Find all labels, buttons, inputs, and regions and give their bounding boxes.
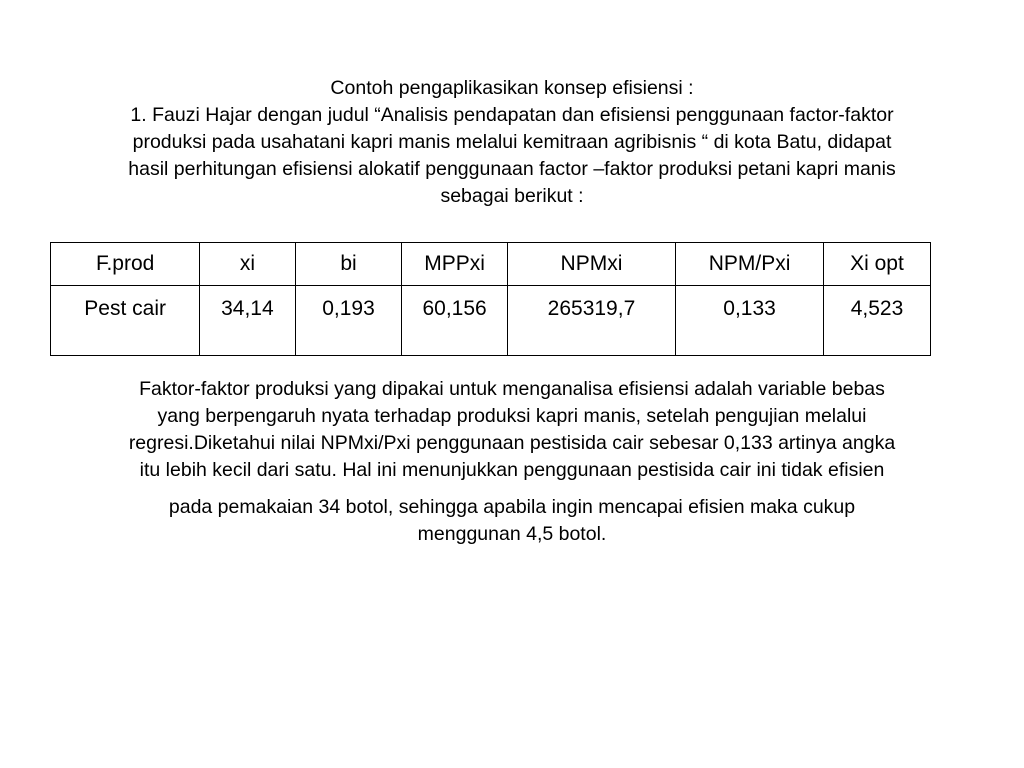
table-cell-xi: 34,14 [200, 286, 295, 356]
table-cell-mppxi: 60,156 [402, 286, 507, 356]
result-line: Faktor-faktor produksi yang dipakai untuk menganalisa efisiensi adalah variable bebas [139, 378, 885, 400]
header-mppxi: MPPxi [402, 243, 507, 286]
intro-line: sebagai berikut : [440, 185, 584, 207]
result-line: regresi.Diketahui nilai NPMxi/Pxi penggunaan pestisida cair sebesar 0,133 artinya angka [128, 432, 896, 454]
table-cell-fprod: Pest cair [51, 286, 200, 356]
header-npm-pxi: NPM/Pxi [676, 243, 824, 286]
header-npmxi: NPMxi [507, 243, 675, 286]
intro-line: produksi pada usahatani kapri manis melalui kemitraan agribisnis “ di kota Batu, didapat [132, 131, 892, 153]
result-line: yang berpengaruh nyata terhadap produksi kapri manis, setelah pengujian melalui [157, 405, 867, 427]
intro-line: hasil perhitungan efisiensi alokatif penggunaan factor –faktor produksi petani kapri manis [128, 158, 896, 180]
result-line: menggunan 4,5 botol. [417, 523, 607, 545]
efficiency-table [50, 242, 931, 356]
header-xi: xi [200, 243, 295, 286]
intro-line-heading: Contoh pengaplikasikan konsep efisiensi : [330, 77, 694, 99]
table-cell-xi-opt: 4,523 [823, 286, 930, 356]
result-text [50, 376, 974, 548]
table-cell-bi: 0,193 [295, 286, 402, 356]
header-xi-opt: Xi opt [823, 243, 930, 286]
intro-text [50, 75, 974, 210]
header-fprod: F.prod [51, 243, 200, 286]
header-bi: bi [295, 243, 402, 286]
table-cell-npmxi: 265319,7 [507, 286, 675, 356]
table-cell-npm-pxi: 0,133 [676, 286, 824, 356]
table-row [51, 286, 931, 356]
table-header-row [51, 243, 931, 286]
result-line: itu lebih kecil dari satu. Hal ini menunjukkan penggunaan pestisida cair ini tidak efisien [139, 459, 885, 481]
result-line: pada pemakaian 34 botol, sehingga apabila ingin mencapai efisien maka cukup [168, 496, 856, 518]
intro-line: 1. Fauzi Hajar dengan judul “Analisis pendapatan dan efisiensi penggunaan factor-faktor [130, 104, 894, 126]
